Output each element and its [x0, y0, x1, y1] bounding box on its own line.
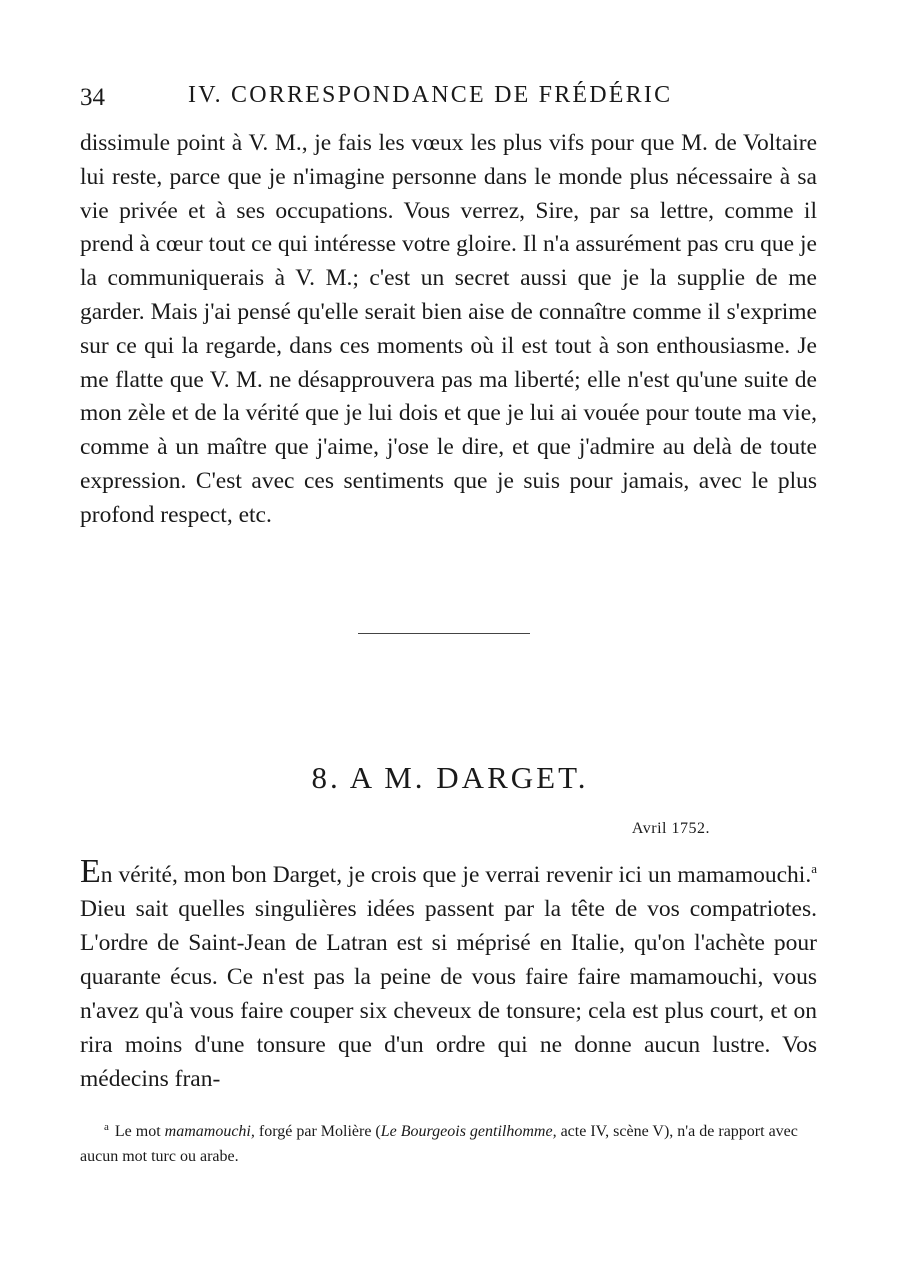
footnote	[80, 1119, 817, 1169]
section-separator	[358, 633, 530, 634]
footnote-text-3: acte IV, scène V), n'a de rapport avec aucun mot turc ou arabe.	[80, 1123, 798, 1165]
page-number: 34	[80, 84, 105, 111]
footnote-italic-2: Le Bourgeois gentilhomme,	[380, 1123, 557, 1140]
letter-text-start: n vérité, mon bon Darget, je crois que je verrai revenir ici un mamamouchi.	[100, 862, 812, 888]
footnote-text-2: forgé par Molière (	[254, 1123, 381, 1140]
footnote-italic-1: mamamouchi,	[164, 1123, 255, 1140]
continuation-paragraph: dissimule point à V. M., je fais les vœux les plus vifs pour que M. de Voltaire lui reste, parce que je n'imagine personne dans le monde plus nécessaire à sa vie privée et à ses occupations. Vous verrez, Sire, par sa lettre, comme il prend à cœur tout ce qui intéresse votre gloire. Il n'a assurément pas cru que je la communiquerais à V. M.; c'est un secret aussi que je la supplie de me garder. Mais j'ai pensé qu'elle serait bien aise de connaître comme il s'exprime sur ce qui la regarde, dans ces moments où il est tout à son enthousiasme. Je me flatte que V. M. ne désapprouvera pas ma liberté; elle n'est qu'une suite de mon zèle et de la vérité que je lui dois et que je lui ai vouée pour toute ma vie, comme à un maître que j'aime, j'ose le dire, et que j'admire au delà de toute expression. C'est avec ces sentiments que je suis pour jamais, avec le plus profond respect, etc.	[80, 130, 817, 528]
letter-date: Avril 1752.	[631, 820, 710, 837]
footnote-text-1: Le mot	[114, 1123, 165, 1140]
letter-heading: 8. A M. DARGET.	[311, 760, 589, 795]
footnote-marker: a	[104, 1120, 109, 1133]
drop-cap: E	[80, 853, 101, 890]
page-header	[80, 80, 820, 120]
footnote-reference: a	[811, 861, 817, 877]
running-title: IV. CORRESPONDANCE DE FRÉDÉRIC	[188, 82, 673, 108]
letter-paragraph	[80, 853, 817, 1096]
letter-text-rest: Dieu sait quelles singulières idées passent par la tête de vos compatriotes. L'ordre de Saint-Jean de Latran est si méprisé en Italie, qu'on l'achète pour quarante écus. Ce n'est pas la peine de vous faire faire mamamouchi, vous n'avez qu'à vous faire couper six cheveux de tonsure; cela est plus court, et on rira moins d'une tonsure que d'un ordre qui ne donne aucun lustre. Vos médecins fran-	[80, 896, 817, 1092]
